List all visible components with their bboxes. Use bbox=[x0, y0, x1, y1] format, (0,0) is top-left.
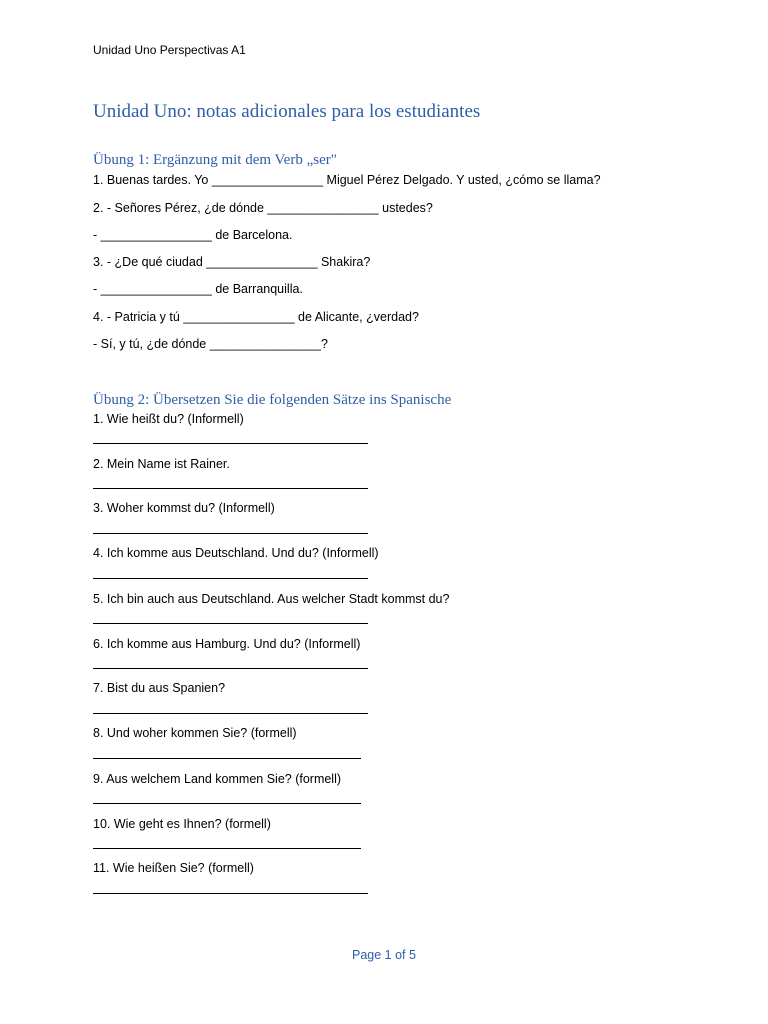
answer-line bbox=[93, 533, 368, 534]
exercise-1-line: - Sí, y tú, ¿de dónde ________________? bbox=[93, 337, 328, 351]
exercise-2-item: 10. Wie geht es Ihnen? (formell) bbox=[93, 817, 271, 831]
exercise-1-line: 3. - ¿De qué ciudad ________________ Shakira? bbox=[93, 255, 371, 269]
answer-line bbox=[93, 488, 368, 489]
answer-line bbox=[93, 758, 361, 759]
exercise-2-item: 6. Ich komme aus Hamburg. Und du? (Informell) bbox=[93, 637, 361, 651]
answer-line bbox=[93, 578, 368, 579]
exercise-2-item: 11. Wie heißen Sie? (formell) bbox=[93, 861, 254, 875]
answer-line bbox=[93, 803, 361, 804]
exercise-1-line: 4. - Patricia y tú ________________ de Alicante, ¿verdad? bbox=[93, 310, 419, 324]
page-header: Unidad Uno Perspectivas A1 bbox=[93, 43, 246, 57]
document-title: Unidad Uno: notas adicionales para los estudiantes bbox=[93, 101, 481, 122]
exercise-2-item: 5. Ich bin auch aus Deutschland. Aus welcher Stadt kommst du? bbox=[93, 592, 450, 606]
answer-line bbox=[93, 848, 361, 849]
exercise-1-line: 2. - Señores Pérez, ¿de dónde ________________ ustedes? bbox=[93, 201, 433, 215]
exercise-2-item: 9. Aus welchem Land kommen Sie? (formell) bbox=[93, 772, 342, 786]
answer-line bbox=[93, 893, 368, 894]
exercise-2-item: 3. Woher kommst du? (Informell) bbox=[93, 501, 275, 515]
exercise-1-heading: Übung 1: Ergänzung mit dem Verb „ser" bbox=[93, 152, 337, 168]
exercise-1-line: 1. Buenas tardes. Yo ________________ Miguel Pérez Delgado. Y usted, ¿cómo se llama? bbox=[93, 173, 601, 187]
exercise-2-heading: Übung 2: Übersetzen Sie die folgenden Sätze ins Spanische bbox=[93, 392, 452, 408]
exercise-2-item: 7. Bist du aus Spanien? bbox=[93, 681, 226, 695]
answer-line bbox=[93, 713, 368, 714]
exercise-1-line: - ________________ de Barcelona. bbox=[93, 228, 293, 242]
exercise-2-item: 8. Und woher kommen Sie? (formell) bbox=[93, 726, 297, 740]
exercise-2-item: 1. Wie heißt du? (Informell) bbox=[93, 412, 244, 426]
answer-line bbox=[93, 623, 368, 624]
exercise-1-line: - ________________ de Barranquilla. bbox=[93, 282, 303, 296]
page-number: Page 1 of 5 bbox=[352, 948, 416, 962]
answer-line bbox=[93, 668, 368, 669]
answer-line bbox=[93, 443, 368, 444]
exercise-2-item: 4. Ich komme aus Deutschland. Und du? (Informell) bbox=[93, 546, 379, 560]
exercise-2-item: 2. Mein Name ist Rainer. bbox=[93, 457, 230, 471]
